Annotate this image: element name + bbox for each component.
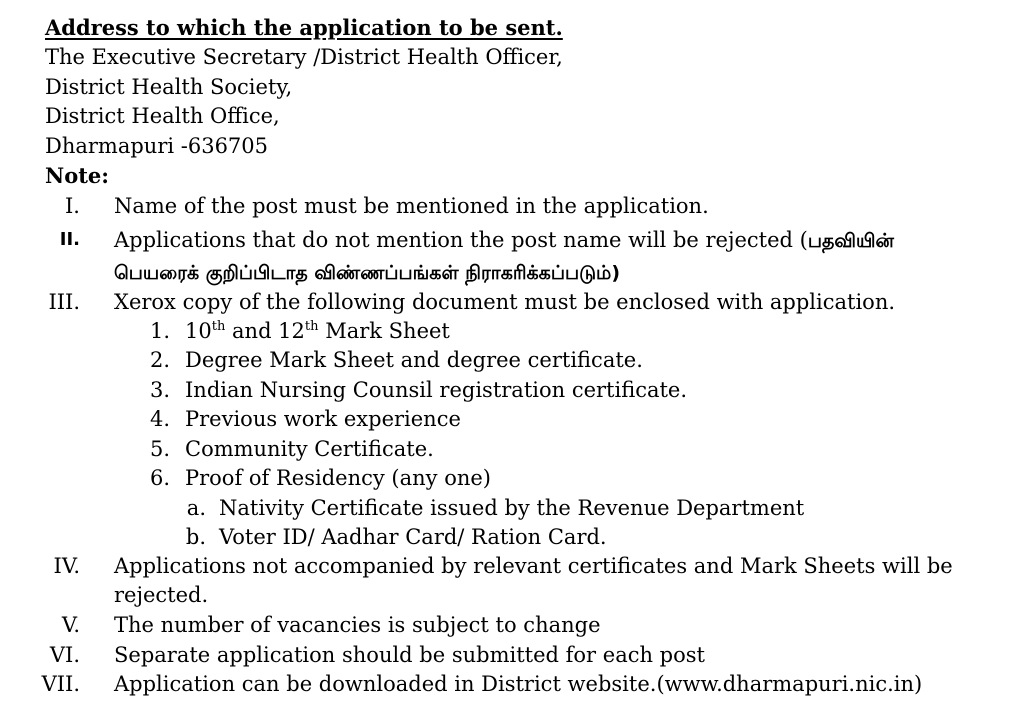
document-item-part: 10 [185,319,212,343]
document-item: Community Certificate. [185,437,434,461]
document-number: 1. [149,319,170,343]
note-item-text-en: Applications that do not mention the post name will be rejected ( [114,228,808,252]
document-item: Indian Nursing Counsil registration certificate. [185,378,688,402]
document-number: 3. [149,378,170,402]
note-item-text: Separate application should be submitted for each post [114,643,705,667]
note-item-number: I. [65,194,80,218]
note-item-text-tamil: பதவியின் [807,230,894,252]
note-item-text: Application can be downloaded in District website.(www.dharmapuri.nic.in) [114,672,923,696]
note-item-text: Xerox copy of the following document must be enclosed with application. [114,290,896,314]
document-item-part: Mark Sheet [318,319,450,343]
residency-item: Voter ID/ Aadhar Card/ Ration Card. [219,525,607,549]
note-item-text-tamil-continued: பெயரைக் குறிப்பிடாத விண்ணப்பங்கள் நிராகரிக்கப்படும்) [114,262,621,284]
document-item-part: and 12 [225,319,305,343]
note-label: Note: [45,163,110,188]
document-item-sup: th [304,319,319,334]
note-item-number: VI. [49,643,80,667]
document-number: 2. [149,348,170,372]
note-item-number: III. [48,290,80,314]
note-item-number: II. [59,229,80,250]
residency-item: Nativity Certificate issued by the Revenue Department [219,496,805,520]
note-item-text: Name of the post must be mentioned in the application. [114,194,709,218]
document-item: Proof of Residency (any one) [185,466,491,490]
note-item-text-continued: rejected. [114,583,209,607]
note-item-text: Applications not accompanied by relevant certificates and Mark Sheets will be [114,554,953,578]
note-item-text: The number of vacancies is subject to change [114,613,601,637]
note-item-number: VII. [41,672,80,696]
document-item: Degree Mark Sheet and degree certificate. [185,348,643,372]
document-item-sup: th [211,319,226,334]
address-line: District Health Society, [45,75,293,99]
document-item: Previous work experience [185,407,461,431]
address-line: District Health Office, [45,104,280,128]
address-heading: Address to which the application to be sent. [45,15,563,40]
address-line: The Executive Secretary /District Health Officer, [45,45,563,69]
document-item [185,317,450,345]
note-item-text [114,226,894,255]
note-item-number: IV. [53,554,80,578]
document-number: 4. [149,407,170,431]
address-line: Dharmapuri -636705 [45,134,269,158]
residency-letter: b. [185,525,206,549]
document-number: 5. [149,437,170,461]
note-item-number: V. [61,613,80,637]
document-number: 6. [149,466,170,490]
residency-letter: a. [186,496,206,520]
